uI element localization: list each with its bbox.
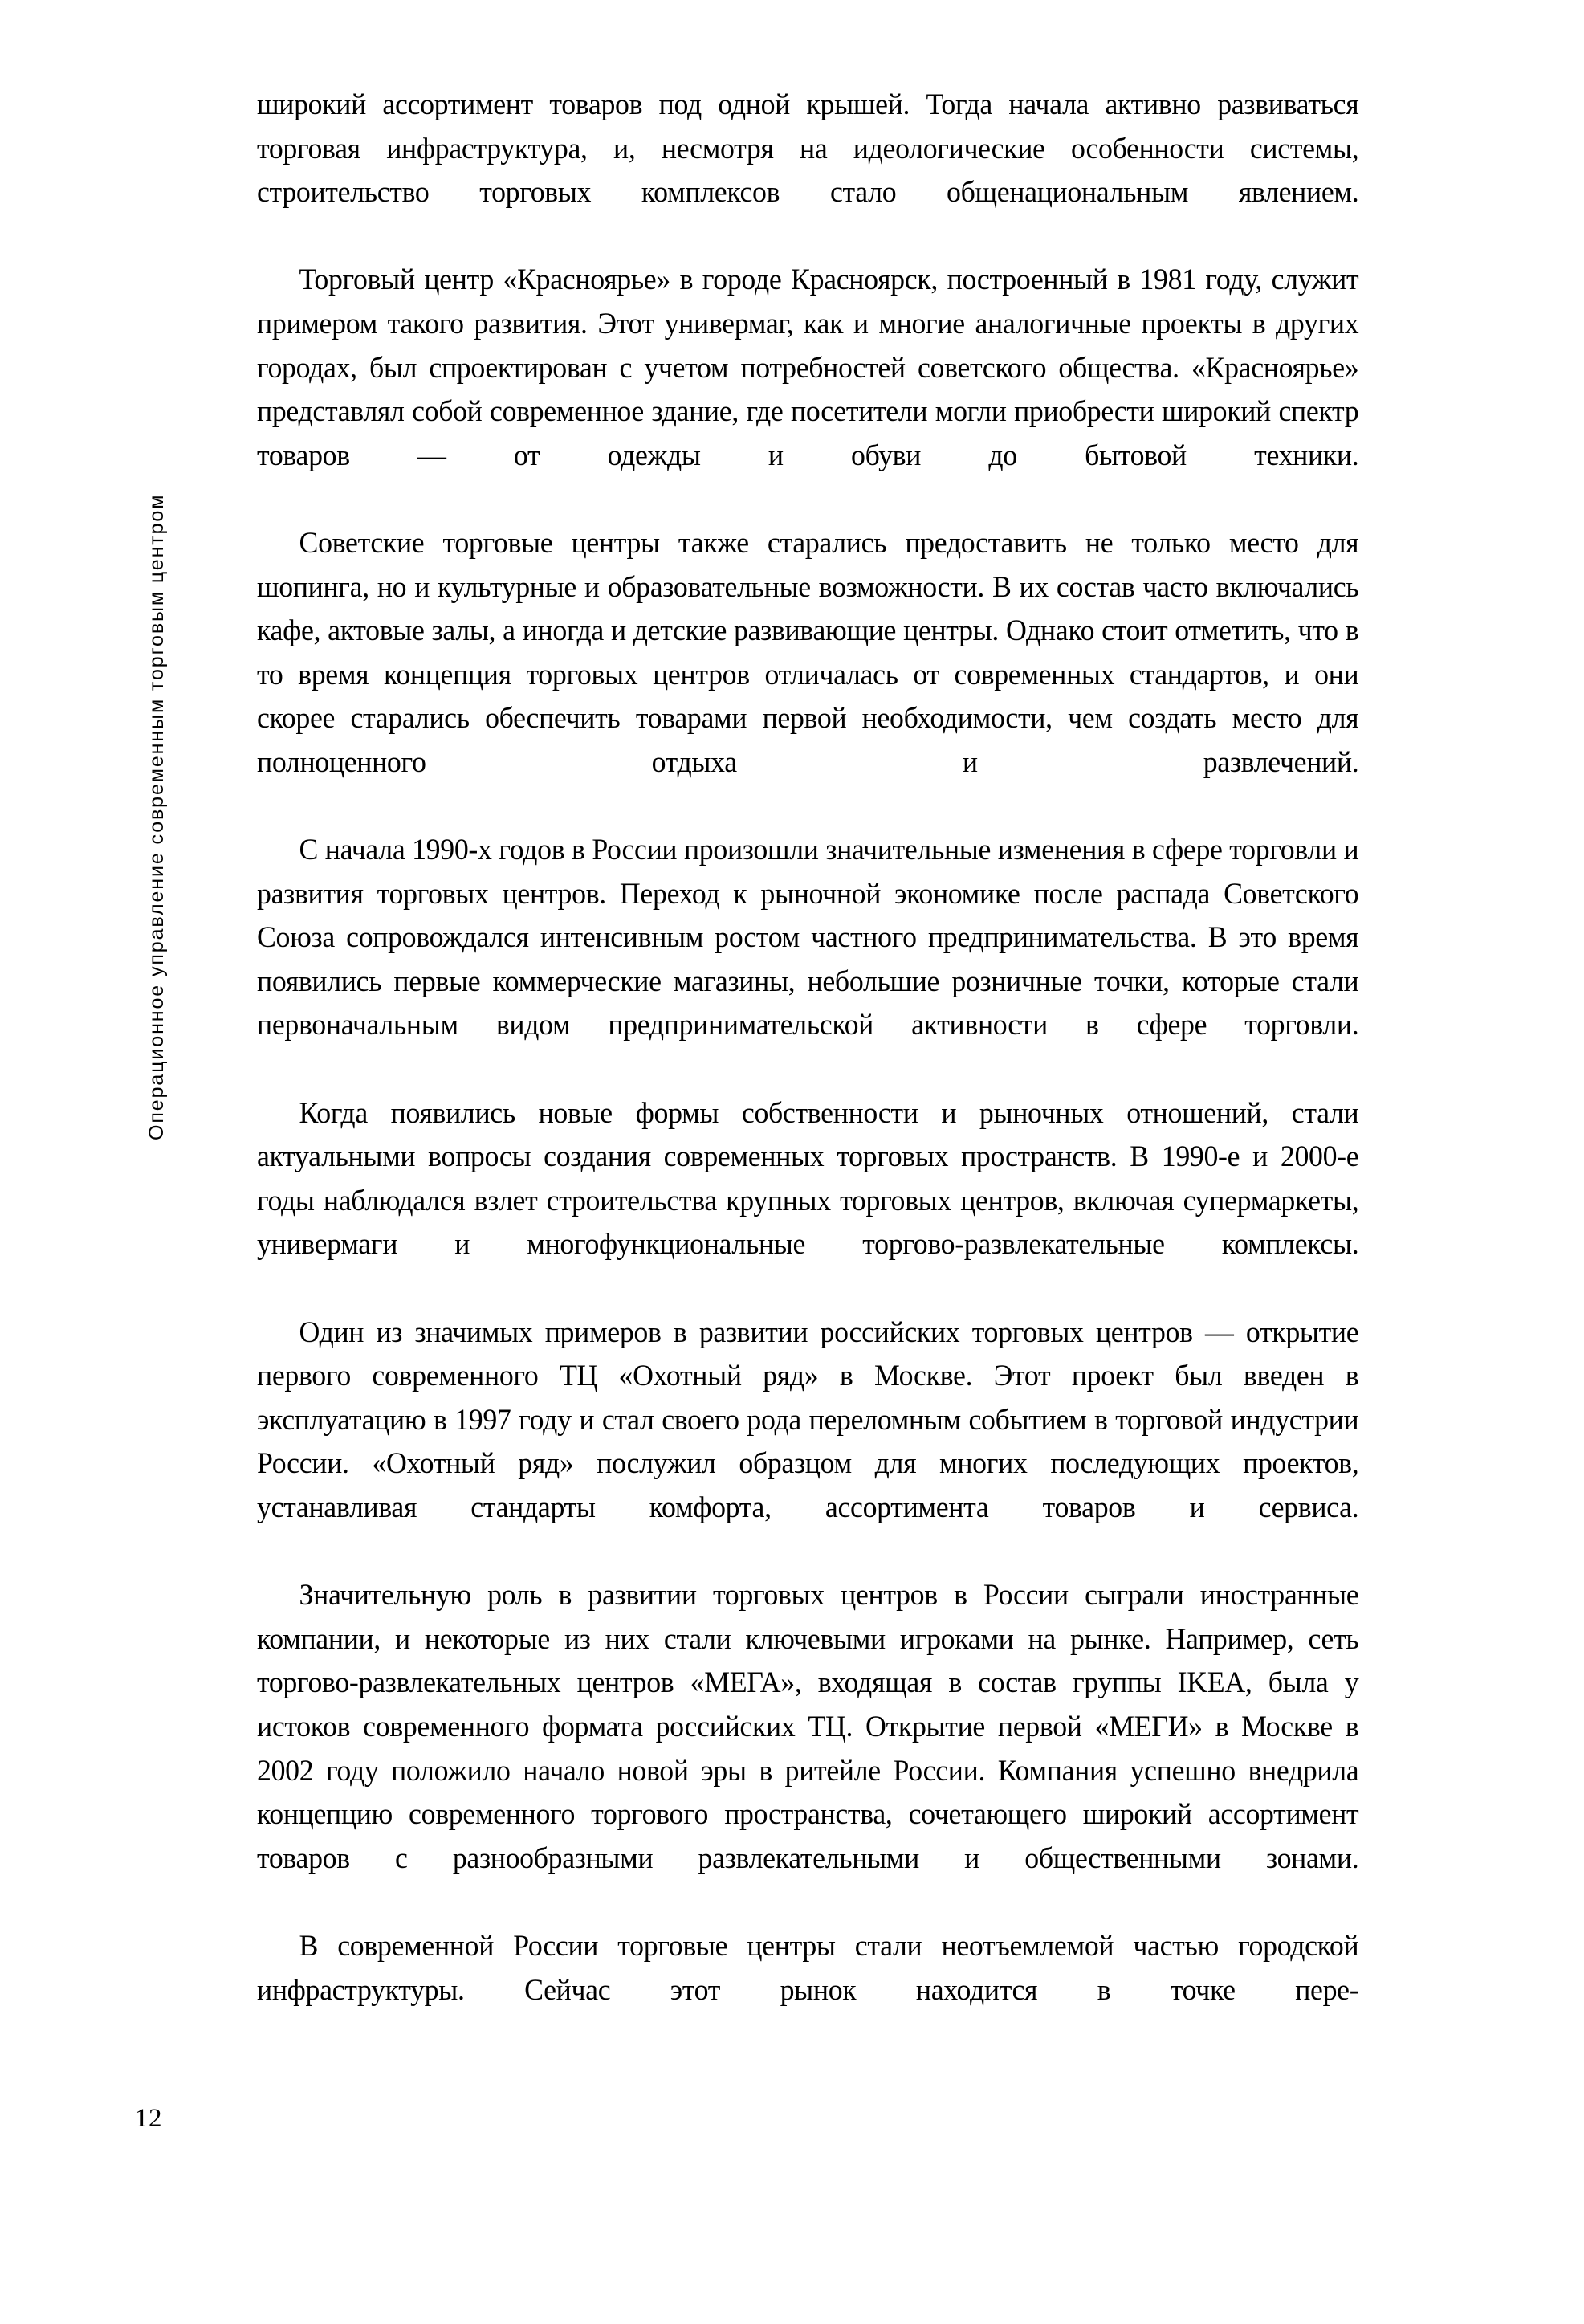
body-text-column: [257, 84, 1358, 2057]
page-number: 12: [135, 2104, 162, 2133]
paragraph: Один из значимых примеров в развитии российских торговых центров — открытие первого современного ТЦ «Охотный ряд» в Москве. Этот проект был введен в эксплуатацию в 1997 году и стал своего рода переломным событием в торговой индустрии России. «Охотный ряд» послужил образцом для многих последующих проектов, устанавливая стандарты комфорта, ассортимента товаров и сервиса.: [257, 1315, 1359, 1524]
paragraph: В современной России торговые центры стали неотъемлемой частью городской инфраструктуры. Сейчас этот рынок находится в точке пере-: [257, 1929, 1359, 2007]
paragraph: Значительную роль в развитии торговых центров в России сыграли иностранные компании, и некоторые из них стали ключевыми игроками на рынке. Например, сеть торгово-развлекательных центров «МЕГА», входящая в состав группы IKEA, была у истоков современного формата российских ТЦ. Открытие первой «МЕГИ» в Москве в 2002 году положило начало новой эры в ритейле России. Компания успешно внедрила концепцию современного торгового пространства, сочетающего широкий ассортимент товаров с разнообразными развлекательными и общественными зонами.: [257, 1579, 1359, 1875]
paragraph: Когда появились новые формы собственности и рыночных отношений, стали актуальными вопросы создания современных торговых пространств. В 1990-е и 2000-е годы наблюдался взлет строительства крупных торговых центров, включая супермаркеты, универмаги и многофункциональные торгово-развлекательные комплексы.: [257, 1096, 1359, 1262]
running-head: Операционное управление современным торговым центром: [145, 493, 168, 1140]
paragraph: широкий ассортимент товаров под одной крышей. Тогда начала активно развиваться торговая инфраструктура, и, несмотря на идеологические особенности системы, строительство торговых комплексов стало общенациональным явлением.: [257, 88, 1359, 210]
paragraph: С начала 1990-х годов в России произошли значительные изменения в сфере торговли и развития торговых центров. Переход к рыночной экономике после распада Советского Союза сопровождался интенсивным ростом частного предпринимательства. В это время появились первые коммерческие магазины, небольшие розничные точки, которые стали первоначальным видом предпринимательской активности в сфере торговли.: [257, 834, 1359, 1042]
paragraph: Советские торговые центры также старались предоставить не только место для шопинга, но и культурные и образовательные возможности. В их состав часто включались кафе, актовые залы, а иногда и детские развивающие центры. Однако стоит отметить, что в то время концепция торговых центров отличалась от современных стандартов, и они скорее старались обеспечить товарами первой необходимости, чем создать место для полноценного отдыха и развлечений.: [257, 526, 1359, 779]
paragraph: Торговый центр «Красноярье» в городе Красноярск, построенный в 1981 году, служит примером такого развития. Этот универмаг, как и многие аналогичные проекты в других городах, был спроектирован с учетом потребностей советского общества. «Красноярье» представлял собой современное здание, где посетители могли приобрести широкий спектр товаров — от одежды и обуви до бытовой техники.: [257, 263, 1359, 472]
